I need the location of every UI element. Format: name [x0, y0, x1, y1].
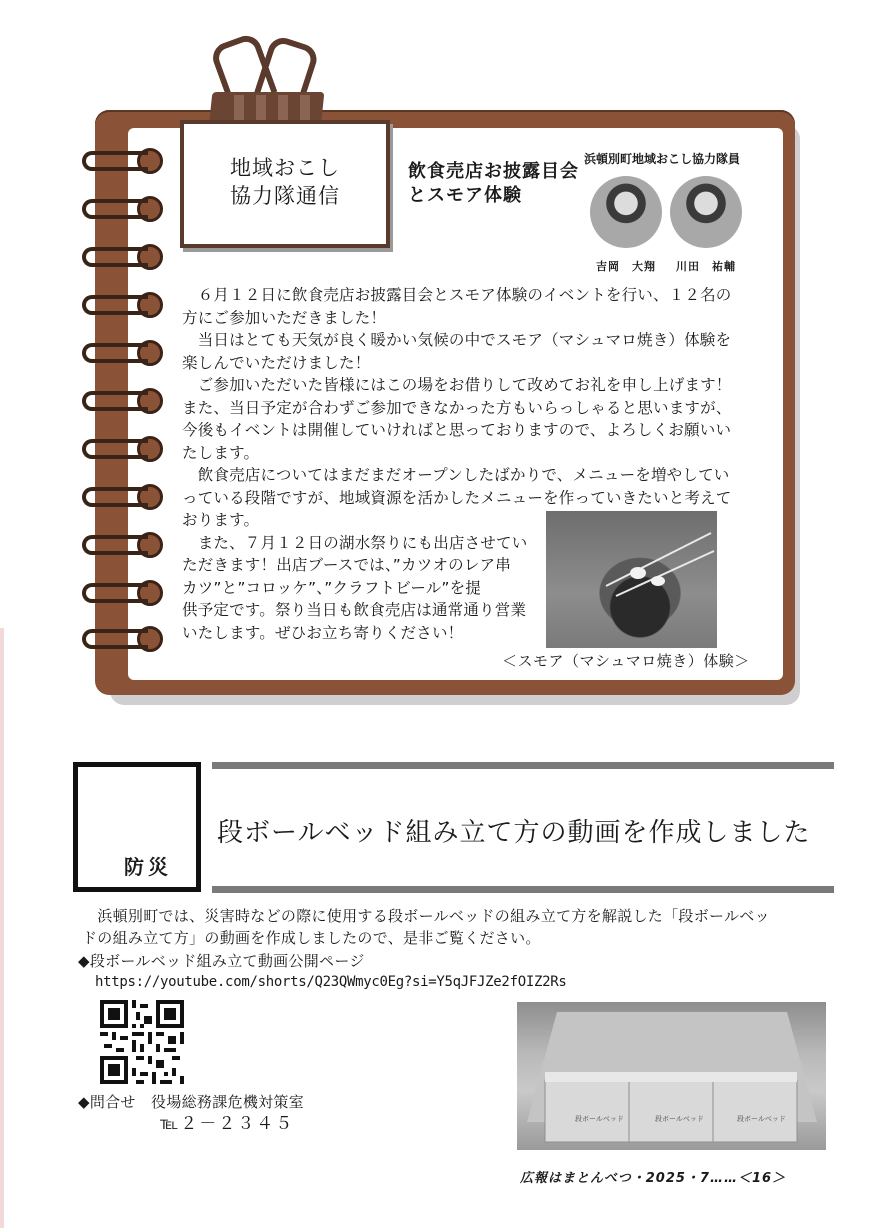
staff-caption: 浜頓別町地域おこし協力隊員 — [584, 152, 741, 166]
ring-wire — [82, 295, 148, 315]
body-line: 今後もイベントは開催していければと思っておりますので、よろしくお願いい — [182, 421, 732, 439]
event-title — [408, 160, 579, 208]
body-line: また、７月１２日の湖水祭りにも出店させてい — [182, 533, 528, 552]
smore-photo-sticks — [546, 511, 717, 648]
staff-name: 吉岡 大翔 — [596, 260, 656, 273]
cardboard-bed-graphic — [517, 1002, 826, 1150]
ring-wire — [82, 487, 148, 507]
body-line: 当日はとても天気が良く暖かい気候の中でスモア（マシュマロ焼き）体験を — [182, 331, 732, 349]
ring-wire — [82, 629, 148, 649]
photo-caption: ＜スモア（マシュマロ焼き）体験＞ — [502, 652, 750, 670]
column-label-line: 地域おこし — [230, 156, 340, 180]
body-line: 楽しんでいただけました！ — [182, 353, 371, 372]
body-line: っている段階ですが、地域資源を活かしたメニューを作っていきたいと考えて — [182, 488, 732, 507]
body-line: ただきます！出店ブースでは、”カツオのレア串 — [182, 556, 511, 574]
staff-photo — [670, 176, 742, 248]
link-heading: ◆段ボールベッド組み立て動画公開ページ — [78, 952, 365, 970]
body-line: 飲食売店についてはまだまだオープンしたばかりで、メニューを増やしてい — [182, 466, 730, 484]
ring-wire — [82, 247, 148, 267]
body-line: ６月１２日に飲食売店お披露目会とスモア体験のイベントを行い、１２名の — [182, 286, 732, 304]
body-line: 供予定です。祭り当日も飲食売店は通常通り営業 — [182, 601, 527, 619]
smore-photo — [546, 511, 717, 648]
ring-wire — [82, 583, 148, 603]
title-rule-bottom — [212, 886, 834, 893]
event-title-line: とスモア体験 — [408, 185, 522, 206]
contact-tel: ℡２－２３４５ — [160, 1114, 295, 1134]
qr-code-graphic — [100, 1000, 184, 1084]
column-label — [180, 154, 390, 210]
event-title-line: 飲食売店お披露目会 — [408, 161, 579, 182]
bed-box-label: 段ボールベッド — [737, 1115, 786, 1123]
body-line: たします。 — [182, 443, 260, 462]
ring-wire — [82, 391, 148, 411]
body-line: ご参加いただいた皆様にはこの場をお借りして改めてお礼を申し上げます！ — [182, 376, 732, 394]
ring-wire — [82, 343, 148, 363]
body-line: いたします。ぜひお立ち寄りください！ — [182, 623, 464, 642]
page-footer: 広報はまとんべつ・2025・7……＜16＞ — [520, 1171, 787, 1186]
title-rule-top — [212, 762, 834, 769]
intro-line: 浜頓別町では、災害時などの際に使用する段ボールベッドの組み立て方を解説した「段ボールベッ — [82, 907, 770, 925]
contact-label: ◆問合せ 役場総務課危機対策室 — [78, 1093, 305, 1111]
category-label: 防災 — [124, 855, 172, 879]
page-edge-mark — [0, 628, 4, 1228]
qr-code-icon[interactable] — [100, 1000, 184, 1084]
ring-wire — [82, 151, 148, 171]
body-line: 方にご参加いただきました！ — [182, 308, 387, 327]
body-line: カツ”と”コロッケ”、”クラフトビール”を提 — [182, 578, 482, 597]
video-link[interactable]: https://youtube.com/shorts/Q23QWmyc0Eg?si=Y5qJFJZe2fOIZ2Rs — [95, 974, 567, 990]
ring-wire — [82, 199, 148, 219]
staff-name: 川田 祐輔 — [676, 260, 736, 273]
column-label-line: 協力隊通信 — [230, 184, 340, 208]
bed-box-label: 段ボールベッド — [655, 1115, 704, 1123]
section-title: 段ボールベッド組み立て方の動画を作成しました — [217, 818, 811, 848]
cardboard-bed-photo — [517, 1002, 826, 1150]
body-line: また、当日予定が合わずご参加できなかった方もいらっしゃると思いますが、 — [182, 398, 732, 417]
ring-wire — [82, 535, 148, 555]
bed-box-label: 段ボールベッド — [575, 1115, 624, 1123]
staff-photo — [590, 176, 662, 248]
ring-wire — [82, 439, 148, 459]
intro-line: ドの組み立て方」の動画を作成しましたので、是非ご覧ください。 — [82, 929, 541, 947]
body-line: おります。 — [182, 511, 260, 529]
